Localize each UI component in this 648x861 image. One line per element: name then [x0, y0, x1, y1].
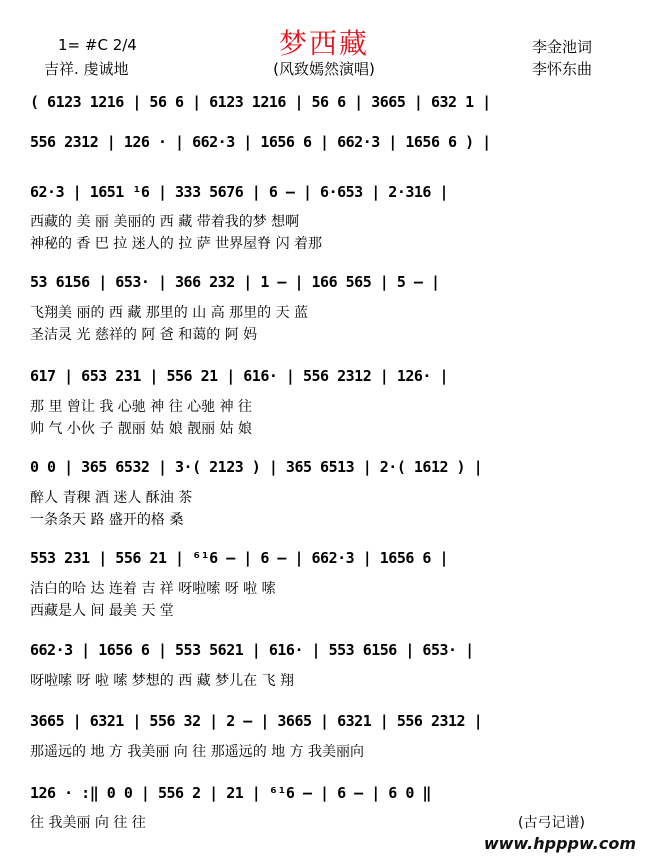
song-title: 梦西藏 [278, 27, 369, 60]
lyric-line: 一条条天 路 盛开的格 桑 [30, 512, 184, 528]
key-signature: 1= #C 2/4 [58, 36, 137, 54]
staff-line-6: 0 0 | 365 6532 | 3·( 2123 ) | 365 6513 | 2·( 1612 ) | [30, 458, 483, 476]
staff-line-3: 62·3 | 1651 ¹6 | 333 5676 | 6 – | 6·653 | 2·316 | [30, 183, 449, 201]
lyric-line: 西藏是人 间 最美 天 堂 [30, 603, 174, 619]
lyric-line: 西藏的 美 丽 美丽的 西 藏 带着我的梦 想啊 [30, 214, 300, 230]
lyric-line: 醉人 青稞 酒 迷人 酥油 茶 [30, 490, 193, 506]
lyric-line: 飞翔美 丽的 西 藏 那里的 山 高 那里的 天 蓝 [30, 305, 309, 321]
lyric-line: 那 里 曾让 我 心驰 神 往 心驰 神 往 [30, 399, 253, 415]
lyric-line: 圣洁灵 光 慈祥的 阿 爸 和蔼的 阿 妈 [30, 327, 258, 343]
staff-line-5: 617 | 653 231 | 556 21 | 616· | 556 2312 | 126· | [30, 367, 449, 385]
lyricist-credit: 李金池词 [532, 38, 593, 56]
singer-credit: (风致嫣然演唱) [273, 60, 375, 78]
staff-line-1: ( 6123 1216 | 56 6 | 6123 1216 | 56 6 | 3665 | 632 1 | [30, 93, 491, 111]
staff-line-7: 553 231 | 556 21 | ⁶¹6 – | 6 – | 662·3 | 1656 6 | [30, 549, 449, 567]
watermark: www.hpppw.com [483, 834, 636, 853]
lyric-line: 洁白的哈 达 连着 吉 祥 呀啦嗦 呀 啦 嗦 [30, 581, 276, 597]
staff-line-10: 126 · :‖ 0 0 | 556 2 | 21 | ⁶¹6 – | 6 – | 6 0 ‖ [30, 784, 431, 802]
staff-line-8: 662·3 | 1656 6 | 553 5621 | 616· | 553 6156 | 653· | [30, 641, 474, 659]
lyric-line: 神秘的 香 巴 拉 迷人的 拉 萨 世界屋脊 闪 着那 [30, 236, 323, 252]
lyric-line: 往 我美丽 向 往 往 [30, 815, 146, 831]
staff-line-2: 556 2312 | 126 · | 662·3 | 1656 6 | 662·3 | 1656 6 ) | [30, 133, 491, 151]
staff-line-9: 3665 | 6321 | 556 32 | 2 – | 3665 | 6321 | 556 2312 | [30, 712, 483, 730]
transcriber-credit: (古弓记谱) [518, 815, 585, 831]
staff-line-4: 53 6156 | 653· | 366 232 | 1 – | 166 565 | 5 – | [30, 273, 440, 291]
composer-credit: 李怀东曲 [532, 60, 593, 78]
lyric-line: 那遥远的 地 方 我美丽 向 往 那遥远的 地 方 我美丽向 [30, 744, 365, 760]
lyric-line: 帅 气 小伙 子 靓丽 姑 娘 靓丽 姑 娘 [30, 421, 253, 437]
performance-style: 吉祥. 虔诚地 [44, 60, 129, 78]
lyric-line: 呀啦嗦 呀 啦 嗦 梦想的 西 藏 梦儿在 飞 翔 [30, 673, 295, 689]
